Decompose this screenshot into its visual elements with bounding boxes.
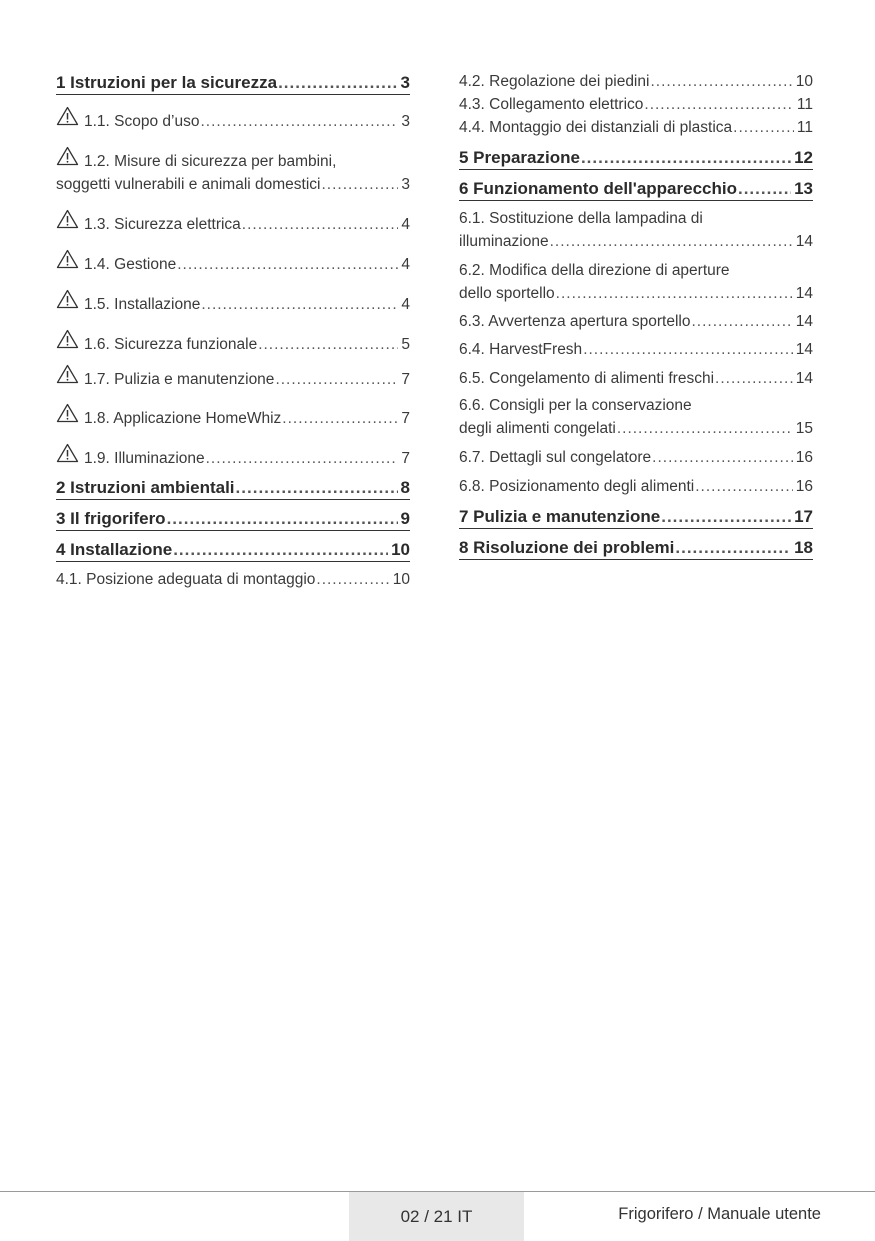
toc-right-column	[459, 70, 813, 560]
toc-label: 6.4. HarvestFresh	[459, 341, 583, 358]
toc-label-continued: illuminazione	[459, 233, 549, 250]
toc-label: 1.4. Gestione	[84, 256, 177, 273]
toc-label: 1.6. Sicurezza funzionale	[84, 336, 258, 353]
toc-page: 10	[391, 540, 410, 559]
toc-page: 14	[795, 313, 813, 330]
toc-label: 5 Preparazione	[459, 148, 580, 167]
toc-label-continued: dello sportello	[459, 285, 555, 302]
toc-label: 1.8. Applicazione HomeWhiz	[84, 410, 282, 427]
warning-icon	[56, 146, 79, 166]
toc-entry-6-8[interactable]	[459, 475, 813, 498]
toc-label: 7 Pulizia e manutenzione	[459, 507, 661, 526]
toc-left-column	[56, 70, 410, 591]
toc-heading-3[interactable]	[56, 508, 410, 531]
toc-entry-4-2[interactable]	[459, 70, 813, 93]
toc-page: 18	[794, 538, 813, 557]
warning-icon	[56, 249, 79, 269]
toc-page: 10	[795, 73, 813, 90]
toc-page: 16	[795, 478, 813, 495]
toc-label: 1 Istruzioni per la sicurezza	[56, 73, 278, 92]
toc-page: 14	[795, 233, 813, 250]
toc-entry-1-7[interactable]	[56, 364, 410, 391]
toc-label: 4 Installazione	[56, 540, 173, 559]
toc-page: 14	[795, 285, 813, 302]
toc-entry-1-5[interactable]	[56, 289, 410, 316]
toc-label: 6.5. Congelamento di alimenti freschi	[459, 370, 715, 387]
toc-page: 9	[400, 509, 410, 528]
toc-page: 4	[401, 296, 410, 313]
toc-page: 14	[795, 370, 813, 387]
warning-icon	[56, 106, 79, 126]
footer-title: Frigorifero / Manuale utente	[618, 1205, 821, 1223]
toc-label-continued: soggetti vulnerabili e animali domestici	[56, 176, 321, 193]
toc-entry-6-5[interactable]	[459, 367, 813, 390]
toc-page: 7	[401, 371, 410, 388]
toc-entry-1-3[interactable]	[56, 209, 410, 236]
toc-label: 6.6. Consigli per la conservazione	[459, 397, 692, 414]
toc-page: 11	[796, 96, 813, 113]
toc-heading-7[interactable]	[459, 506, 813, 529]
toc-page: 3	[401, 176, 410, 193]
toc-entry-1-8[interactable]	[56, 403, 410, 430]
toc-page: 7	[401, 410, 410, 427]
toc-heading-1[interactable]	[56, 72, 410, 95]
toc-heading-5[interactable]	[459, 147, 813, 170]
toc-entry-6-6[interactable]	[459, 394, 813, 440]
warning-icon	[56, 364, 79, 384]
toc-label: 1.3. Sicurezza elettrica	[84, 216, 241, 233]
toc-page: 5	[401, 336, 410, 353]
toc-label: 4.4. Montaggio dei distanziali di plastica	[459, 119, 733, 136]
toc-entry-6-4[interactable]	[459, 338, 813, 361]
toc-label: 6.2. Modifica della direzione di aperture	[459, 262, 730, 279]
toc-label: 6.1. Sostituzione della lampadina di	[459, 210, 703, 227]
warning-icon	[56, 443, 79, 463]
toc-page: 4	[401, 216, 410, 233]
warning-icon	[56, 289, 79, 309]
toc-heading-6[interactable]	[459, 178, 813, 201]
toc-label: 2 Istruzioni ambientali	[56, 478, 235, 497]
toc-page: 12	[794, 148, 813, 167]
toc-entry-1-2[interactable]	[56, 146, 410, 196]
toc-label: 1.2. Misure di sicurezza per bambini,	[84, 153, 337, 170]
toc-label: 6.3. Avvertenza apertura sportello	[459, 313, 691, 330]
warning-icon	[56, 403, 79, 423]
toc-page: 13	[794, 179, 813, 198]
toc-entry-4-4[interactable]	[459, 116, 813, 139]
toc-entry-4-1[interactable]	[56, 568, 410, 591]
toc-page: 14	[795, 341, 813, 358]
toc-label: 4.3. Collegamento elettrico	[459, 96, 644, 113]
toc-label: 1.7. Pulizia e manutenzione	[84, 371, 275, 388]
toc-page: 8	[400, 478, 410, 497]
toc-label: 8 Risoluzione dei problemi	[459, 538, 675, 557]
toc-label: 1.9. Illuminazione	[84, 450, 205, 467]
toc-entry-1-9[interactable]	[56, 443, 410, 470]
warning-icon	[56, 329, 79, 349]
toc-entry-6-2[interactable]	[459, 259, 813, 305]
toc-heading-8[interactable]	[459, 537, 813, 560]
page-number: 02 / 21 IT	[349, 1192, 524, 1241]
toc-label: 6.7. Dettagli sul congelatore	[459, 449, 652, 466]
toc-heading-4[interactable]	[56, 539, 410, 562]
toc-entry-6-7[interactable]	[459, 446, 813, 469]
toc-label: 6 Funzionamento dell'apparecchio	[459, 179, 737, 198]
toc-entry-6-1[interactable]	[459, 207, 813, 253]
toc-heading-2[interactable]	[56, 477, 410, 500]
toc-label: 3 Il frigorifero	[56, 509, 166, 528]
toc-page: 3	[400, 73, 410, 92]
warning-icon	[56, 209, 79, 229]
toc-entry-1-1[interactable]	[56, 106, 410, 133]
toc-page: 17	[794, 507, 813, 526]
toc-entry-1-6[interactable]	[56, 329, 410, 356]
toc-label: 4.1. Posizione adeguata di montaggio	[56, 571, 316, 588]
toc-page: 11	[796, 119, 813, 136]
toc-page: 16	[795, 449, 813, 466]
toc-page: 7	[401, 450, 410, 467]
toc-label-continued: degli alimenti congelati	[459, 420, 616, 437]
toc-label: 1.5. Installazione	[84, 296, 201, 313]
toc-label: 1.1. Scopo d’uso	[84, 113, 200, 130]
toc-page: 15	[795, 420, 813, 437]
toc-entry-6-3[interactable]	[459, 310, 813, 333]
toc-entry-1-4[interactable]	[56, 249, 410, 276]
toc-page: 10	[392, 571, 410, 588]
toc-page: 4	[401, 256, 410, 273]
toc-page: 3	[401, 113, 410, 130]
toc-entry-4-3[interactable]	[459, 93, 813, 116]
toc-label: 6.8. Posizionamento degli alimenti	[459, 478, 695, 495]
toc-label: 4.2. Regolazione dei piedini	[459, 73, 650, 90]
